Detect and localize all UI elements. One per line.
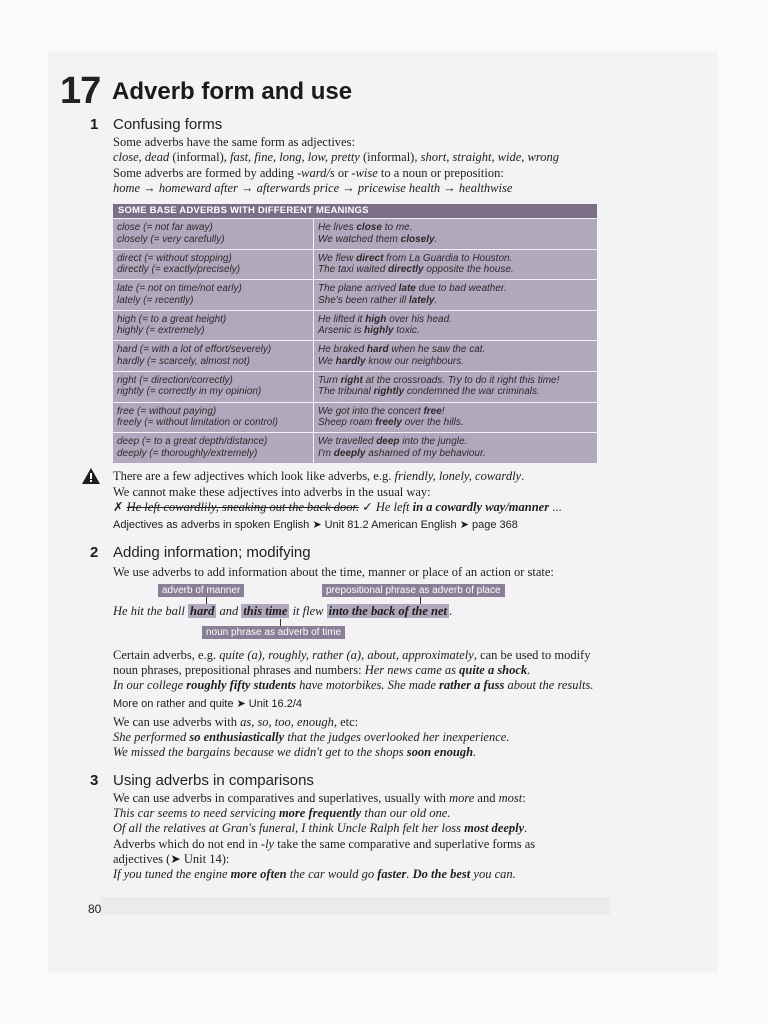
- table-row: [113, 371, 597, 402]
- label-adverb-of-time: noun phrase as adverb of time: [202, 626, 345, 639]
- example-cell: Turn right at the crossroads. Try to do it right this time! The tribunal rightly condemned the war criminals.: [318, 374, 560, 398]
- adverb-meaning-cell: high (= to a great height) highly (= extremely): [113, 311, 314, 341]
- adverb-meaning-cell: free (= without paying) freely (= without limitation or control): [113, 403, 314, 433]
- warning-line-1: There are a few adjectives which look like adverbs, e.g. friendly, lonely, cowardly.: [113, 469, 525, 483]
- s3-line-1: We can use adverbs in comparatives and superlatives, usually with more and most:: [113, 791, 526, 805]
- table-row: [113, 249, 597, 280]
- warning-line-3: ✗ He left cowardlily, sneaking out the back door. ✓ He left in a cowardly way/manner ...: [113, 500, 562, 514]
- table-row: [113, 432, 597, 463]
- table-row: [113, 402, 597, 433]
- warning-icon: [81, 467, 101, 485]
- adverb-meaning-cell: close (= not far away) closely (= very carefully): [113, 219, 314, 249]
- table-row: [113, 218, 597, 249]
- s2-line-so: We can use adverbs with as, so, too, enough, etc:: [113, 715, 359, 729]
- s1-line-1: Some adverbs have the same form as adjectives:: [113, 135, 355, 149]
- label-adverb-of-manner: adverb of manner: [158, 584, 244, 597]
- page-number: 80: [88, 902, 102, 916]
- example-cell: He lives close to me. We watched them closely.: [318, 222, 438, 245]
- s1-line-3: Some adverbs are formed by adding -ward/s or -wise to a noun or preposition:: [113, 166, 504, 180]
- adverb-meaning-cell: late (= not on time/not early) lately (= recently): [113, 280, 314, 310]
- example-cell: The plane arrived late due to bad weather. She's been rather ill lately.: [318, 283, 507, 306]
- s3-example-1: This car seems to need servicing more frequently than our old one.: [113, 806, 451, 820]
- warning-line-2: We cannot make these adjectives into adverbs in the usual way:: [113, 485, 431, 499]
- section-3-title: Using adverbs in comparisons: [113, 772, 314, 789]
- section-1-number: 1: [90, 116, 99, 133]
- s3-line-3: adjectives (➤ Unit 14):: [113, 852, 230, 866]
- table-row: [113, 340, 597, 371]
- s3-example-2: Of all the relatives at Gran's funeral, I think Uncle Ralph felt her loss most deeply.: [113, 821, 528, 835]
- adverb-meaning-cell: deep (= to a great depth/distance) deeply (= thoroughly/extremely): [113, 433, 314, 463]
- label-adverb-of-place: prepositional phrase as adverb of place: [322, 584, 505, 597]
- cross-reference-links[interactable]: Adjectives as adverbs in spoken English ➤ Unit 81.2 American English ➤ page 368: [113, 519, 518, 531]
- s3-line-2: Adverbs which do not end in -ly take the same comparative and superlative forms as: [113, 837, 536, 851]
- example-cell: He lifted it high over his head. Arsenic is highly toxic.: [318, 313, 452, 337]
- unit-title: Adverb form and use: [112, 78, 353, 105]
- s2-example-enough: We missed the bargains because we didn't get to the shops soon enough.: [113, 745, 477, 759]
- adverb-meaning-cell: right (= direction/correctly) rightly (= correctly in my opinion): [113, 372, 314, 402]
- s1-line-2: close, dead (informal), fast, fine, long, low, pretty (informal), short, straight, wide, wrong: [113, 150, 560, 164]
- adverb-meaning-cell: direct (= without stopping) directly (= exactly/precisely): [113, 250, 314, 280]
- section-1-title: Confusing forms: [113, 116, 223, 133]
- s2-line-1: We use adverbs to add information about the time, manner or place of an action or state:: [113, 565, 554, 579]
- s2-example-so: She performed so enthusiastically that the judges overlooked her inexperience.: [113, 730, 510, 744]
- example-cell: We flew direct from La Guardia to Houston. The taxi waited directly opposite the house.: [318, 252, 514, 276]
- adverb-meaning-cell: hard (= with a lot of effort/severely) hardly (= scarcely, almost not): [113, 341, 314, 371]
- section-2-number: 2: [90, 544, 99, 561]
- table-row: [113, 310, 597, 341]
- s2-para-line-1: Certain adverbs, e.g. quite (a), roughly, rather (a), about, approximately, can be used to modify: [113, 648, 591, 662]
- s2-example-sentence: He hit the ball hard and this time it flew into the back of the net .: [113, 604, 453, 618]
- section-2-title: Adding information; modifying: [113, 544, 311, 561]
- section-3-number: 3: [90, 772, 99, 789]
- s2-para-line-3: In our college roughly fifty students have motorbikes. She made rather a fuss about the results.: [113, 678, 594, 692]
- table-row: [113, 279, 597, 310]
- more-on-rather-quite-link[interactable]: More on rather and quite ➤ Unit 16.2/4: [113, 698, 302, 710]
- s2-para-line-2: noun phrases, prepositional phrases and numbers: Her news came as quite a shock.: [113, 663, 531, 677]
- s1-line-4: home → homeward after → afterwards price → pricewise health → healthwise: [113, 181, 513, 195]
- table-heading: SOME BASE ADVERBS WITH DIFFERENT MEANINGS: [113, 204, 597, 218]
- adverbs-table: [113, 204, 597, 463]
- footer-bar: [100, 897, 610, 915]
- example-cell: We travelled deep into the jungle. I'm deeply ashamed of my behaviour.: [318, 436, 486, 459]
- unit-number: 17: [60, 70, 101, 112]
- s3-example-3: If you tuned the engine more often the car would go faster. Do the best you can.: [113, 867, 516, 881]
- example-cell: We got into the concert free! Sheep roam freely over the hills.: [318, 405, 464, 429]
- example-cell: He braked hard when he saw the cat. We hardly know our neighbours.: [318, 344, 486, 367]
